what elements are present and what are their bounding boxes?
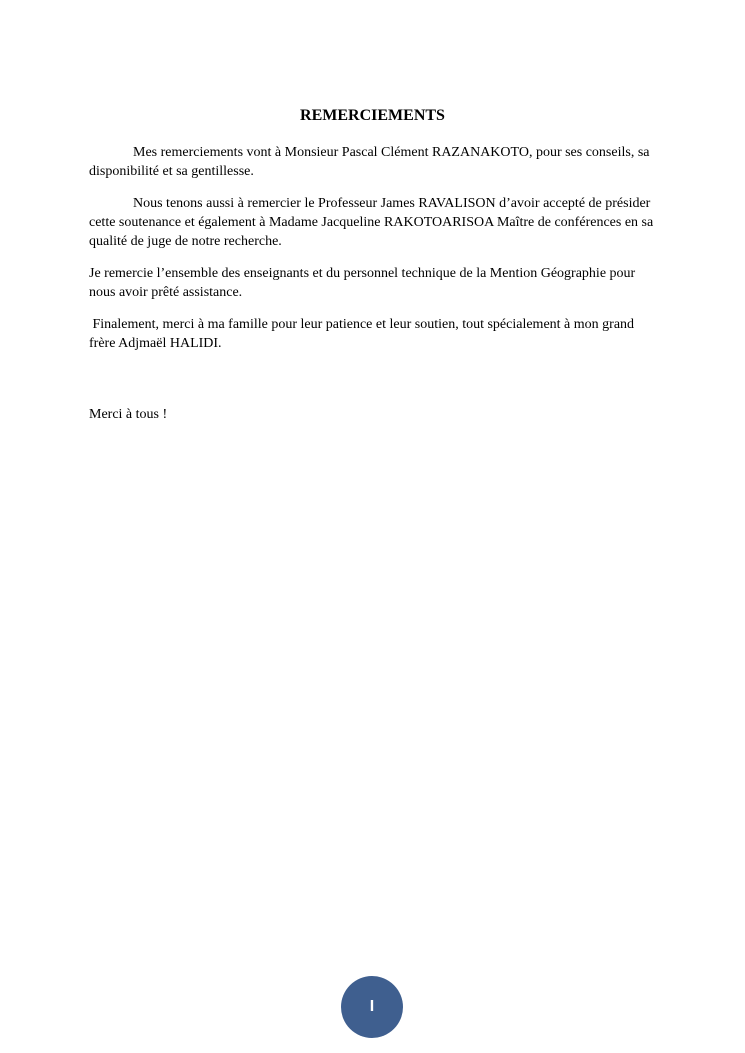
acknowledgements-body: [89, 143, 657, 437]
page-number: I: [369, 998, 375, 1015]
paragraph-spacer: [89, 366, 657, 405]
paragraph-supervisor: Mes remerciements vont à Monsieur Pascal Clément RAZANAKOTO, pour ses conseils, sa disponibilité et sa gentillesse.: [89, 145, 650, 179]
paragraph-family: Finalement, merci à ma famille pour leur patience et leur soutien, tout spécialement à mon grand frère Adjmaël HALIDI.: [89, 317, 638, 351]
page-title: REMERCIEMENTS: [300, 107, 445, 124]
paragraph-jury: Nous tenons aussi à remercier le Professeur James RAVALISON d’avoir accepté de présider cette soutenance et également à Madame Jacqueline RAKOTOARISOA Maître de conférences en sa qualité de juge de notre recherche.: [89, 196, 654, 249]
paragraph-staff: Je remercie l’ensemble des enseignants et du personnel technique de la Mention Géographie pour nous avoir prêté assistance.: [89, 266, 636, 300]
page-number-badge: [341, 976, 403, 1038]
closing-line: Merci à tous !: [89, 407, 168, 422]
